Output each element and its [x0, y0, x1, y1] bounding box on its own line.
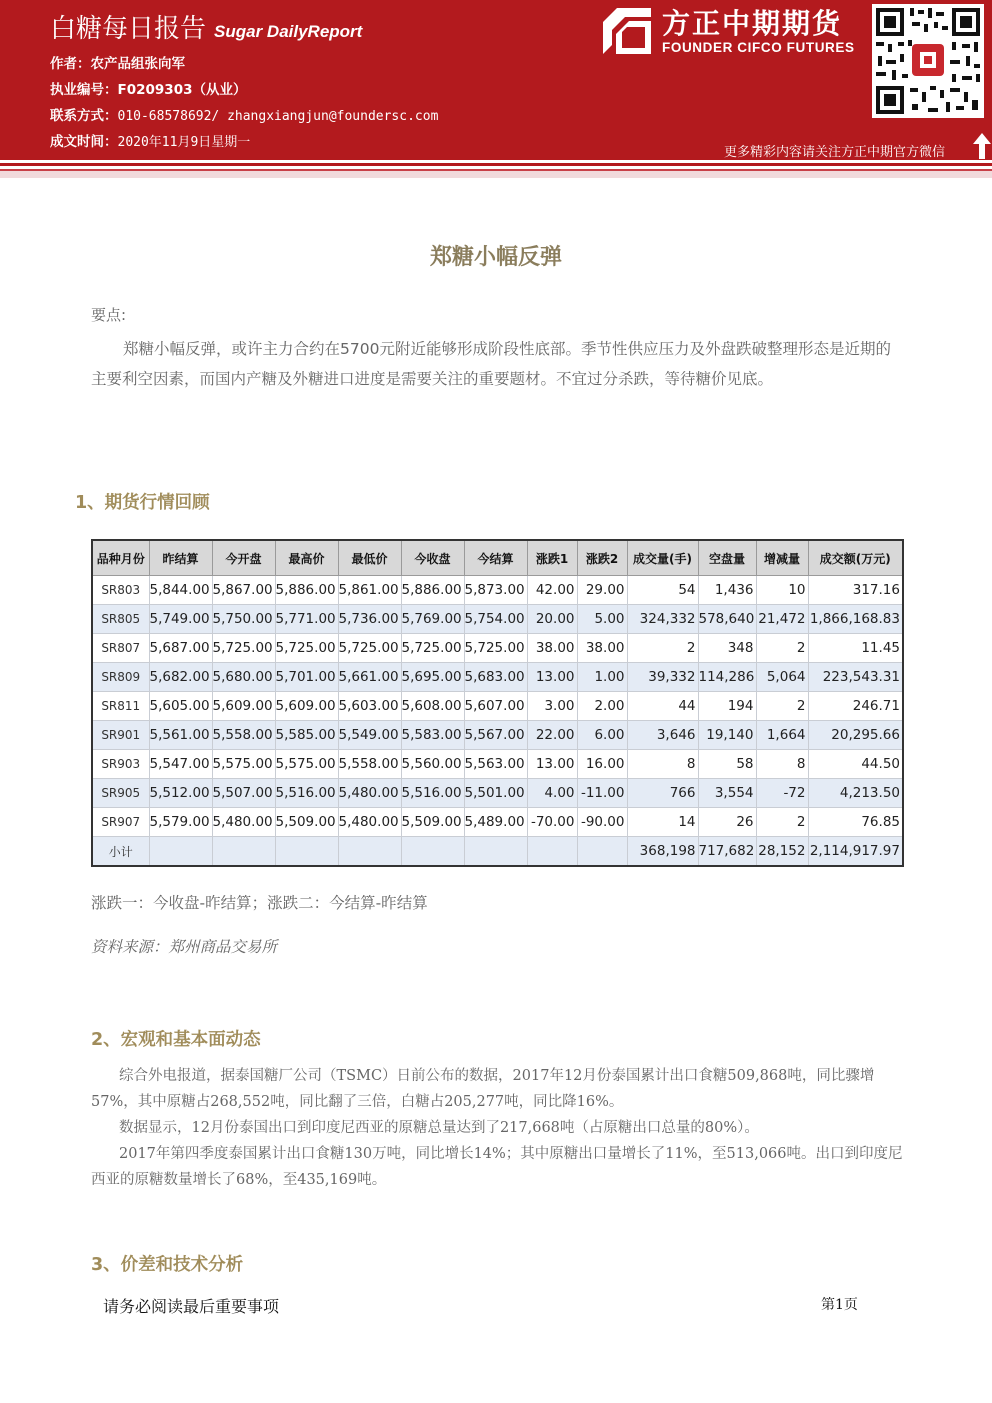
table-cell [275, 837, 338, 867]
table-cell: 5,771.00 [275, 605, 338, 634]
table-cell: 14 [627, 808, 698, 837]
table-cell: 5,480.00 [212, 808, 275, 837]
table-cell: 8 [756, 750, 808, 779]
table-cell: 3,646 [627, 721, 698, 750]
contact-label: 联系方式： [50, 108, 118, 124]
brand-name-en: FOUNDER CIFCO FUTURES [662, 40, 855, 55]
table-cell: 58 [698, 750, 756, 779]
report-header [0, 0, 992, 160]
table-cell: 28,152 [756, 837, 808, 867]
table-row [92, 837, 903, 867]
table-cell: 5,561.00 [149, 721, 212, 750]
date-label: 成文时间： [50, 134, 118, 150]
table-cell: 19,140 [698, 721, 756, 750]
table-cell: 5,769.00 [401, 605, 464, 634]
column-header: 今开盘 [212, 540, 275, 576]
table-cell: -90.00 [577, 808, 627, 837]
contract-cell: SR907 [92, 808, 149, 837]
table-cell: 5,575.00 [212, 750, 275, 779]
table-cell: 5,736.00 [338, 605, 401, 634]
table-cell: 44.50 [808, 750, 903, 779]
change-definition-note: 涨跌一：今收盘-昨结算；涨跌二：今结算-昨结算 [91, 894, 428, 912]
table-cell: 5,725.00 [338, 634, 401, 663]
table-cell [527, 837, 577, 867]
column-header: 最低价 [338, 540, 401, 576]
table-cell: 5.00 [577, 605, 627, 634]
author-label: 作者： [50, 56, 91, 72]
footer-disclaimer: 请务必阅读最后重要事项 [103, 1297, 280, 1316]
table-cell: 3,554 [698, 779, 756, 808]
table-cell: 13.00 [527, 663, 577, 692]
table-cell: 2 [627, 634, 698, 663]
table-cell: -70.00 [527, 808, 577, 837]
column-header: 涨跌2 [577, 540, 627, 576]
table-cell: 5,861.00 [338, 576, 401, 605]
column-header: 品种月份 [92, 540, 149, 576]
section-heading-spread-analysis: 3、价差和技术分析 [91, 1255, 244, 1275]
table-cell: 5,516.00 [401, 779, 464, 808]
table-cell: 5,886.00 [401, 576, 464, 605]
table-cell: 5,563.00 [464, 750, 527, 779]
contract-cell: SR901 [92, 721, 149, 750]
macro-paragraph: 2017年第四季度泰国累计出口食糖130万吨，同比增长14%；其中原糖出口量增长了11%，至513,066吨。出口到印度尼西亚的原糖数量增长了68%，至435,169吨。 [91, 1146, 903, 1188]
table-body [92, 576, 903, 867]
table-row [92, 808, 903, 837]
table-row [92, 779, 903, 808]
table-cell: 29.00 [577, 576, 627, 605]
table-cell [577, 837, 627, 867]
table-cell: 44 [627, 692, 698, 721]
contract-cell: SR811 [92, 692, 149, 721]
table-row [92, 634, 903, 663]
table-cell [212, 837, 275, 867]
table-cell: 223,543.31 [808, 663, 903, 692]
table-cell: 5,605.00 [149, 692, 212, 721]
table-cell: 5,608.00 [401, 692, 464, 721]
table-cell: 1.00 [577, 663, 627, 692]
table-row [92, 663, 903, 692]
table-cell: 5,558.00 [212, 721, 275, 750]
data-source-note: 资料来源：郑州商品交易所 [91, 938, 278, 956]
table-cell: 2 [756, 634, 808, 663]
license-line [50, 78, 246, 98]
table-cell: 5,547.00 [149, 750, 212, 779]
table-cell: 5,695.00 [401, 663, 464, 692]
table-cell: 1,664 [756, 721, 808, 750]
table-cell: 38.00 [577, 634, 627, 663]
table-cell: 5,585.00 [275, 721, 338, 750]
table-row [92, 692, 903, 721]
column-header: 成交额(万元) [808, 540, 903, 576]
date-value: 2020年11月9日星期一 [117, 135, 251, 150]
table-cell: 39,332 [627, 663, 698, 692]
table-cell: 54 [627, 576, 698, 605]
table-cell: 578,640 [698, 605, 756, 634]
table-cell: 13.00 [527, 750, 577, 779]
contract-cell: SR805 [92, 605, 149, 634]
table-cell: 5,609.00 [212, 692, 275, 721]
table-cell: 5,661.00 [338, 663, 401, 692]
contact-value: 010-68578692/ zhangxiangjun@foundersc.com [117, 109, 439, 124]
table-cell: 42.00 [527, 576, 577, 605]
column-header: 空盘量 [698, 540, 756, 576]
column-header: 成交量(手) [627, 540, 698, 576]
table-cell: 5,064 [756, 663, 808, 692]
table-cell: 38.00 [527, 634, 577, 663]
table-cell: 8 [627, 750, 698, 779]
table-cell: 5,701.00 [275, 663, 338, 692]
table-cell: 5,512.00 [149, 779, 212, 808]
table-cell: 76.85 [808, 808, 903, 837]
table-cell: 21,472 [756, 605, 808, 634]
table-cell: 5,754.00 [464, 605, 527, 634]
table-cell: 1,866,168.83 [808, 605, 903, 634]
table-cell: 5,750.00 [212, 605, 275, 634]
table-cell: 5,567.00 [464, 721, 527, 750]
contract-cell: 小计 [92, 837, 149, 867]
table-cell: 766 [627, 779, 698, 808]
table-cell: 20,295.66 [808, 721, 903, 750]
contract-cell: SR803 [92, 576, 149, 605]
table-cell: 20.00 [527, 605, 577, 634]
summary-paragraph: 郑糖小幅反弹，或许主力合约在5700元附近能够形成阶段性底部。季节性供应压力及外盘跌破整理形态是近期的主要利空因素，而国内产糖及外糖进口进度是需要关注的重要题材。不宜过分杀跌，等待糖价见底。 [91, 340, 891, 388]
table-row [92, 721, 903, 750]
table-cell: 6.00 [577, 721, 627, 750]
table-cell: 5,509.00 [275, 808, 338, 837]
table-cell: 324,332 [627, 605, 698, 634]
follow-wechat-text: 更多精彩内容请关注方正中期官方微信 [724, 145, 946, 160]
table-cell: 5,603.00 [338, 692, 401, 721]
table-cell: 317.16 [808, 576, 903, 605]
table-cell: 5,579.00 [149, 808, 212, 837]
qr-code-icon [872, 4, 984, 118]
table-row [92, 750, 903, 779]
table-cell: 5,509.00 [401, 808, 464, 837]
table-cell: 5,516.00 [275, 779, 338, 808]
contract-cell: SR809 [92, 663, 149, 692]
table-cell: 5,844.00 [149, 576, 212, 605]
table-cell: 368,198 [627, 837, 698, 867]
table-cell: 22.00 [527, 721, 577, 750]
column-header: 今收盘 [401, 540, 464, 576]
founder-logo-icon [603, 8, 651, 54]
table-cell: 5,575.00 [275, 750, 338, 779]
table-cell: 5,725.00 [275, 634, 338, 663]
table-cell: -11.00 [577, 779, 627, 808]
table-cell: 5,680.00 [212, 663, 275, 692]
table-cell: 5,549.00 [338, 721, 401, 750]
report-title [50, 8, 362, 45]
table-cell: 5,480.00 [338, 808, 401, 837]
table-cell: 5,507.00 [212, 779, 275, 808]
column-header: 最高价 [275, 540, 338, 576]
table-header-row [92, 540, 903, 576]
table-cell: 16.00 [577, 750, 627, 779]
macro-paragraph: 数据显示，12月份泰国出口到印度尼西亚的原糖总量达到了217,668吨（占原糖出口总量的80%）。 [119, 1120, 759, 1136]
table-cell: 26 [698, 808, 756, 837]
table-cell: 5,725.00 [464, 634, 527, 663]
table-cell: 5,682.00 [149, 663, 212, 692]
table-cell: 114,286 [698, 663, 756, 692]
table-cell: 10 [756, 576, 808, 605]
up-arrow-icon [972, 132, 992, 160]
brand-name-cn: 方正中期期货 [662, 7, 843, 40]
license-value: F0209303（从业） [117, 82, 247, 98]
table-cell: 4,213.50 [808, 779, 903, 808]
table-row [92, 605, 903, 634]
column-header: 涨跌1 [527, 540, 577, 576]
table-cell: 5,749.00 [149, 605, 212, 634]
column-header: 今结算 [464, 540, 527, 576]
keypoints-label: 要点: [91, 306, 127, 324]
contract-cell: SR903 [92, 750, 149, 779]
table-cell: 194 [698, 692, 756, 721]
table-cell: 5,687.00 [149, 634, 212, 663]
date-line [50, 130, 250, 150]
table-cell: 2 [756, 808, 808, 837]
contract-cell: SR905 [92, 779, 149, 808]
table-cell: 717,682 [698, 837, 756, 867]
table-cell: 5,501.00 [464, 779, 527, 808]
table-cell: 5,886.00 [275, 576, 338, 605]
table-cell: 246.71 [808, 692, 903, 721]
table-row [92, 576, 903, 605]
table-cell: -72 [756, 779, 808, 808]
column-header: 昨结算 [149, 540, 212, 576]
futures-quote-table [91, 539, 904, 867]
author-value: 农产品组张向军 [90, 56, 185, 72]
table-cell: 5,560.00 [401, 750, 464, 779]
table-cell [338, 837, 401, 867]
contract-cell: SR807 [92, 634, 149, 663]
table-cell: 2.00 [577, 692, 627, 721]
macro-paragraph: 综合外电报道，据泰国糖厂公司（TSMC）日前公布的数据，2017年12月份泰国累计出口食糖509,868吨，同比骤增57%，其中原糖占268,552吨，同比翻了三倍，白糖占205,277吨，同比降16%。 [91, 1068, 875, 1110]
contact-line [50, 104, 438, 124]
section-heading-market-review: 1、期货行情回顾 [75, 493, 210, 513]
table-cell: 5,480.00 [338, 779, 401, 808]
page-number: 第1页 [821, 1297, 858, 1313]
table-cell: 5,873.00 [464, 576, 527, 605]
table-cell: 4.00 [527, 779, 577, 808]
table-cell: 3.00 [527, 692, 577, 721]
column-header: 增减量 [756, 540, 808, 576]
table-cell: 11.45 [808, 634, 903, 663]
section-heading-macro: 2、宏观和基本面动态 [91, 1030, 261, 1050]
table-cell: 348 [698, 634, 756, 663]
table-cell [149, 837, 212, 867]
header-divider [0, 160, 992, 178]
table-cell: 2 [756, 692, 808, 721]
report-title-cn: 白糖每日报告 [50, 14, 207, 44]
table-cell: 1,436 [698, 576, 756, 605]
license-label: 执业编号： [50, 82, 118, 98]
table-cell: 5,583.00 [401, 721, 464, 750]
report-title-en: Sugar DailyReport [214, 22, 363, 41]
table-cell [464, 837, 527, 867]
table-cell [401, 837, 464, 867]
table-cell: 5,607.00 [464, 692, 527, 721]
table-cell: 5,489.00 [464, 808, 527, 837]
author-line [50, 52, 185, 72]
table-cell: 5,725.00 [401, 634, 464, 663]
table-cell: 5,725.00 [212, 634, 275, 663]
macro-text [91, 1063, 903, 1193]
table-cell: 5,683.00 [464, 663, 527, 692]
table-cell: 2,114,917.97 [808, 837, 903, 867]
document-title: 郑糖小幅反弹 [429, 245, 562, 270]
table-cell: 5,609.00 [275, 692, 338, 721]
table-cell: 5,867.00 [212, 576, 275, 605]
table-cell: 5,558.00 [338, 750, 401, 779]
